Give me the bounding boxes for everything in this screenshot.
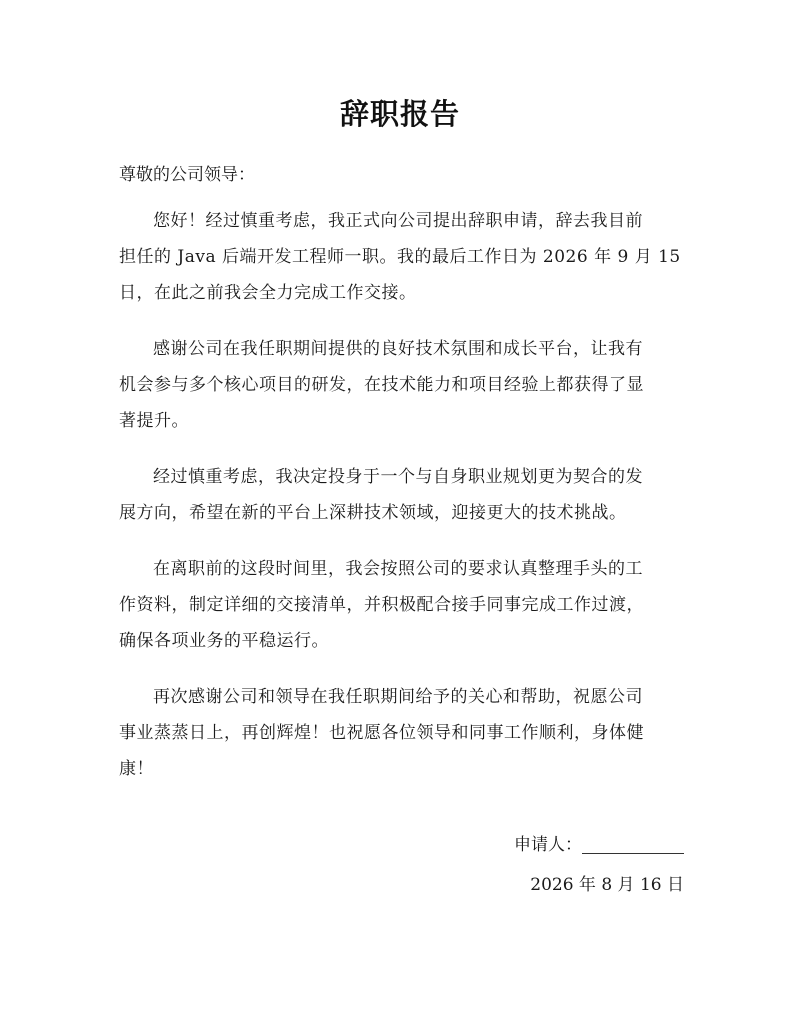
paragraph-line: 在离职前的这段时间里，我会按照公司的要求认真整理手头的工 [153, 559, 643, 579]
document-date: 2026 年 8 月 16 日 [530, 875, 684, 895]
paragraph-5 [119, 679, 685, 787]
paragraph-line: 担任的 Java 后端开发工程师一职。我的最后工作日为 2026 年 9 月 15 [119, 247, 681, 267]
paragraph-line: 康！ [119, 759, 154, 779]
paragraph-line: 展方向，希望在新的平台上深耕技术领域，迎接更大的技术挑战。 [119, 503, 627, 523]
paragraph-line: 作资料，制定详细的交接清单，并积极配合接手同事完成工作过渡， [119, 595, 644, 615]
paragraph-line: 日，在此之前我会全力完成工作交接。 [119, 283, 417, 303]
paragraph-line: 著提升。 [119, 411, 189, 431]
paragraph-line: 您好！经过慎重考虑，我正式向公司提出辞职申请，辞去我目前 [153, 211, 643, 231]
paragraph-line: 感谢公司在我任职期间提供的良好技术氛围和成长平台，让我有 [153, 339, 643, 359]
paragraph-line: 再次感谢公司和领导在我任职期间给予的关心和帮助，祝愿公司 [153, 687, 643, 707]
paragraph-line: 确保各项业务的平稳运行。 [119, 631, 329, 651]
paragraph-line: 事业蒸蒸日上，再创辉煌！也祝愿各位领导和同事工作顺利，身体健 [119, 723, 644, 743]
paragraph-1 [119, 203, 685, 311]
letter-body [119, 203, 685, 807]
applicant-signature-line [514, 832, 684, 858]
paragraph-4 [119, 551, 685, 659]
document-title: 辞职报告 [339, 97, 460, 131]
paragraph-line: 机会参与多个核心项目的研发，在技术能力和项目经验上都获得了显 [119, 375, 644, 395]
applicant-label: 申请人： [514, 835, 582, 855]
paragraph-3 [119, 459, 685, 531]
paragraph-2 [119, 331, 685, 439]
signature-blank [582, 835, 684, 854]
salutation: 尊敬的公司领导： [119, 165, 255, 185]
paragraph-line: 经过慎重考虑，我决定投身于一个与自身职业规划更为契合的发 [153, 467, 643, 487]
